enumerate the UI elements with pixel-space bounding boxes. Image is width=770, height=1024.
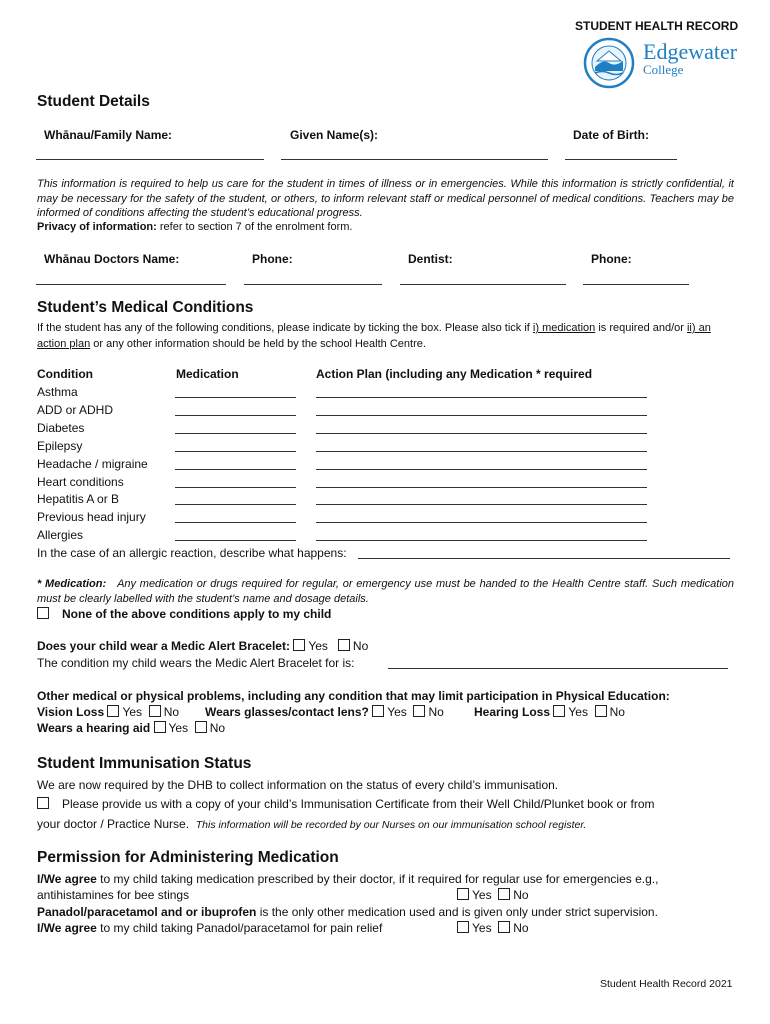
agree1-yes-label: Yes bbox=[472, 888, 492, 902]
agree1-cont: antihistamines for bee stings bbox=[37, 888, 190, 902]
privacy-label: Privacy of information: bbox=[37, 221, 157, 233]
immunisation-certificate-row bbox=[37, 797, 655, 811]
condition-label: Allergies bbox=[37, 528, 84, 543]
agree1-no-checkbox[interactable] bbox=[498, 888, 510, 900]
medic-alert-row bbox=[37, 639, 368, 653]
condition-label: Diabetes bbox=[37, 420, 85, 435]
agree2-no-label: No bbox=[513, 921, 529, 935]
condition-medication-field[interactable] bbox=[175, 433, 296, 434]
family-name-field[interactable] bbox=[36, 159, 264, 160]
logo-sub: College bbox=[643, 62, 684, 77]
glasses-no-checkbox[interactable] bbox=[413, 705, 425, 717]
glasses-yes-label: Yes bbox=[387, 705, 407, 719]
agree1-row bbox=[37, 872, 658, 886]
immunisation-line1: We are now required by the DHB to collect information on the status of every child’s immunisation. bbox=[37, 778, 559, 792]
condition-label: Epilepsy bbox=[37, 438, 83, 453]
dentist-label: Dentist: bbox=[408, 252, 453, 266]
agree2-yes-checkbox[interactable] bbox=[457, 921, 469, 933]
medic-alert-yes-label: Yes bbox=[308, 639, 328, 653]
condition-medication-field[interactable] bbox=[175, 540, 296, 541]
dentist-phone-label: Phone: bbox=[591, 252, 632, 266]
agree1-choices bbox=[457, 888, 529, 902]
condition-action-plan-field[interactable] bbox=[316, 433, 647, 434]
intro-text-a: If the student has any of the following conditions, please indicate by ticking the box. Please also tick if bbox=[37, 322, 533, 334]
doctor-field[interactable] bbox=[36, 284, 226, 285]
intro-medication-underline: i) medication bbox=[532, 322, 596, 334]
condition-label: ADD or ADHD bbox=[37, 402, 114, 417]
medic-alert-no-label: No bbox=[352, 639, 369, 653]
col-medication-header: Medication bbox=[176, 367, 239, 381]
agree2-row bbox=[37, 921, 382, 935]
panadol-text: is the only other medication used and is given only under strict supervision. bbox=[259, 905, 658, 919]
record-title: STUDENT HEALTH RECORD bbox=[575, 19, 739, 33]
condition-action-plan-field[interactable] bbox=[316, 540, 647, 541]
col-condition-header: Condition bbox=[37, 367, 93, 381]
student-details-heading: Student Details bbox=[37, 93, 150, 110]
hearing-aid-no-label: No bbox=[209, 721, 226, 735]
agree2-text: to my child taking Panadol/paracetamol for pain relief bbox=[100, 921, 383, 935]
vision-label: Vision Loss bbox=[37, 705, 105, 719]
agree2-bold: I/We agree bbox=[37, 921, 97, 935]
dentist-phone-field[interactable] bbox=[583, 284, 689, 285]
dentist-field[interactable] bbox=[400, 284, 566, 285]
condition-action-plan-field[interactable] bbox=[316, 451, 647, 452]
condition-label: Asthma bbox=[37, 385, 78, 399]
confidentiality-notice: This information is required to help us care for the student in times of illness or in emergencies. While this information is strictly confidential, it may be necessary for the safety of the student, or others, to inform relevant staff or medical personnel of medical conditions. Teachers may be informed of conditions affecting the student’s educational progress. bbox=[37, 178, 734, 219]
permission-heading: Permission for Administering Medication bbox=[37, 849, 339, 866]
agree2-choices bbox=[457, 921, 529, 935]
immunisation-line2: Please provide us with a copy of your child’s Immunisation Certificate from their Well Child/Plunket book or from bbox=[62, 797, 655, 811]
other-problems-heading: Other medical or physical problems, including any condition that may limit participation in Physical Education: bbox=[37, 689, 670, 703]
condition-label: Hepatitis A or B bbox=[37, 492, 120, 507]
logo-name: Edgewater bbox=[643, 39, 738, 64]
medic-alert-question: Does your child wear a Medic Alert Bracelet: bbox=[37, 639, 290, 653]
glasses-label: Wears glasses/contact lens? bbox=[205, 705, 369, 719]
college-logo bbox=[583, 37, 635, 89]
dob-field[interactable] bbox=[565, 159, 677, 160]
intro-text-c: or any other information should be held by the school Health Centre. bbox=[90, 337, 426, 350]
vision-yes-label: Yes bbox=[122, 705, 143, 719]
condition-label: Previous head injury bbox=[37, 510, 146, 525]
doctor-label: Whānau Doctors Name: bbox=[44, 252, 180, 266]
medic-alert-no-checkbox[interactable] bbox=[338, 639, 350, 651]
allergic-label: In the case of an allergic reaction, describe what happens: bbox=[37, 546, 347, 560]
immunisation-line3-row bbox=[37, 817, 586, 831]
hearing-aid-label: Wears a hearing aid bbox=[37, 721, 151, 735]
medication-note bbox=[37, 577, 734, 606]
vision-row bbox=[37, 705, 179, 719]
condition-action-plan-field[interactable] bbox=[316, 397, 647, 398]
panadol-bold: Panadol/paracetamol and or ibuprofen bbox=[37, 905, 257, 919]
allergic-reaction-field[interactable] bbox=[358, 558, 730, 559]
condition-medication-field[interactable] bbox=[175, 487, 296, 488]
hearing-yes-checkbox[interactable] bbox=[553, 705, 565, 717]
hearing-aid-yes-checkbox[interactable] bbox=[154, 721, 166, 733]
agree2-no-checkbox[interactable] bbox=[498, 921, 510, 933]
condition-action-plan-field[interactable] bbox=[316, 415, 647, 416]
condition-medication-field[interactable] bbox=[175, 522, 296, 523]
given-names-field[interactable] bbox=[281, 159, 548, 160]
condition-label: Headache / migraine bbox=[37, 456, 148, 471]
medic-alert-condition-label: The condition my child wears the Medic Alert Bracelet for is: bbox=[37, 656, 355, 670]
glasses-yes-checkbox[interactable] bbox=[372, 705, 384, 717]
panadol-row bbox=[37, 905, 658, 919]
vision-no-checkbox[interactable] bbox=[149, 705, 161, 717]
hearing-aid-yes-label: Yes bbox=[168, 721, 189, 735]
agree1-no-label: No bbox=[513, 888, 529, 902]
condition-medication-field[interactable] bbox=[175, 397, 296, 398]
glasses-no-label: No bbox=[428, 705, 444, 719]
medical-heading: Student’s Medical Conditions bbox=[37, 299, 254, 316]
agree1-text: to my child taking medication prescribed by their doctor, if it required for regular use for emergencies e.g., bbox=[100, 872, 659, 886]
medication-note-label: * Medication: bbox=[37, 578, 107, 590]
logo-emblem-icon bbox=[583, 37, 635, 89]
condition-label: Heart conditions bbox=[37, 474, 124, 489]
agree2-yes-label: Yes bbox=[472, 921, 492, 935]
condition-action-plan-field[interactable] bbox=[316, 487, 647, 488]
immunisation-note: This information will be recorded by our Nurses on our immunisation school register. bbox=[195, 819, 587, 831]
hearing-aid-no-checkbox[interactable] bbox=[195, 721, 207, 733]
immunisation-checkbox[interactable] bbox=[37, 797, 49, 809]
glasses-row bbox=[205, 705, 444, 719]
medic-alert-yes-checkbox[interactable] bbox=[293, 639, 305, 651]
col-action-header: Action Plan (including any Medication * required bbox=[316, 367, 593, 381]
family-name-label: Whānau/Family Name: bbox=[44, 128, 173, 142]
condition-medication-field[interactable] bbox=[175, 451, 296, 452]
medical-intro bbox=[37, 321, 734, 352]
given-names-label: Given Name(s): bbox=[290, 128, 379, 142]
hearing-no-checkbox[interactable] bbox=[595, 705, 607, 717]
condition-action-plan-field[interactable] bbox=[316, 469, 647, 470]
none-apply-row bbox=[37, 607, 331, 621]
privacy-text: refer to section 7 of the enrolment form. bbox=[159, 221, 353, 233]
privacy-line bbox=[37, 221, 352, 233]
hearing-label: Hearing Loss bbox=[474, 705, 551, 719]
footer-text: Student Health Record 2021 bbox=[600, 978, 733, 990]
condition-medication-field[interactable] bbox=[175, 415, 296, 416]
doctor-phone-label: Phone: bbox=[252, 252, 293, 266]
intro-action-plan-underline: ii) an action plan bbox=[37, 322, 711, 350]
condition-action-plan-field[interactable] bbox=[316, 522, 647, 523]
condition-action-plan-field[interactable] bbox=[316, 504, 647, 505]
hearing-row bbox=[474, 705, 625, 719]
hearing-aid-row bbox=[37, 721, 225, 735]
medication-note-text: Any medication or drugs required for regular, or emergency use must be handed to the Health Centre staff. Such medication must be clearly labelled with the student’s name and dosage details. bbox=[37, 578, 735, 605]
dob-label: Date of Birth: bbox=[573, 128, 649, 142]
immunisation-heading: Student Immunisation Status bbox=[37, 755, 252, 772]
none-apply-checkbox[interactable] bbox=[37, 607, 49, 619]
vision-yes-checkbox[interactable] bbox=[107, 705, 119, 717]
none-apply-label: None of the above conditions apply to my child bbox=[62, 607, 332, 621]
condition-medication-field[interactable] bbox=[175, 469, 296, 470]
intro-text-b: is required and/or bbox=[595, 322, 687, 334]
condition-medication-field[interactable] bbox=[175, 504, 296, 505]
medic-alert-condition-field[interactable] bbox=[388, 668, 728, 669]
agree1-yes-checkbox[interactable] bbox=[457, 888, 469, 900]
immunisation-line3: your doctor / Practice Nurse. bbox=[37, 817, 190, 831]
doctor-phone-field[interactable] bbox=[244, 284, 382, 285]
agree1-bold: I/We agree bbox=[37, 872, 97, 886]
hearing-no-label: No bbox=[609, 705, 625, 719]
vision-no-label: No bbox=[163, 705, 180, 719]
hearing-yes-label: Yes bbox=[568, 705, 588, 719]
